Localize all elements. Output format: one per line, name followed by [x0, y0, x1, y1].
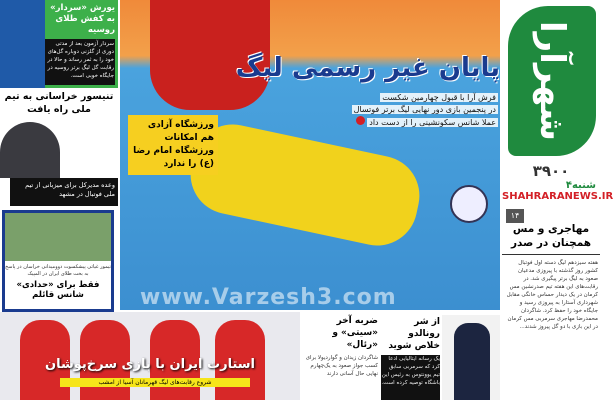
persepolis-sub: شروع رقابت‌های لیگ قهرمانان آسیا از امشب	[60, 378, 250, 387]
ronaldo-story[interactable]	[381, 316, 440, 400]
right-headline[interactable]: مهاجری و مس همچنان در صدر	[502, 222, 600, 255]
issue-number: ۳۹۰۰	[532, 162, 570, 180]
stadium-headline[interactable]: ورزشگاه آزادی هم امکانات ورزشگاه امام رضا (ع) را ندارد	[128, 115, 218, 175]
persepolis-headline[interactable]: استارت ایران با بازی سرخ‌پوشان	[44, 357, 255, 372]
city-real-story[interactable]	[300, 315, 378, 410]
edition-badge: ۱۴	[506, 209, 524, 223]
sub-line: فرش آرا با قبول چهارمین شکست	[382, 93, 496, 102]
story-body: یک رسانه ایتالیایی ادعا کرد که سرمربی سابق تیم یوونتوس به رئیس این باشگاه توصیه کرده است.	[381, 355, 440, 400]
website[interactable]: SHAHRARANEWS.IR	[502, 191, 613, 202]
main-subhead	[270, 92, 498, 129]
sub-line: در پنجمین بازی دور نهایی لیگ برتر فوتسال	[353, 105, 496, 114]
right-body: هفته سیزدهم لیگ دسته اول فوتبال کشور روز گذشته با پیروزی مدعیان صعود به لیگ برتر پیگیری شد. در رقابت‌های این هفته تیم صدرنشین مس کرمان در یک دیدار حساس خانگی مقابل شهرداری آستارا به پیروزی رسید و جایگاه خود را حفظ کرد. شاگردان محمدرضا مهاجری سرمربی مس کرمان در این بازی با دو گل پیروز شدند...	[506, 260, 598, 330]
page-badge-icon	[356, 116, 365, 125]
story-body: شاگردان زیدان و گواردیولا برای کسب جواز صعود به یک‌چهارم نهایی حال آسانی دارند	[305, 355, 378, 377]
masthead	[502, 0, 600, 160]
weekday: ۴شنبه	[565, 180, 596, 191]
player-photo	[0, 0, 45, 88]
story-caption: تیمور غیاثی پیشکسوت دوومیدانی خراسان در پاسخ به بخت طلای ایران در المپیک	[5, 264, 111, 277]
player-yellow	[183, 117, 427, 253]
coach-photo	[442, 315, 500, 400]
azmoun-story[interactable]	[0, 0, 118, 88]
stadium-caption: وعده مدیرکل برای میزبانی از تیم ملی فوتبال در مشهد	[10, 178, 118, 206]
watermark: www.Varzesh3.com	[140, 285, 397, 310]
story-headline: یورش «سردار» به کفش طلای روسیه	[50, 3, 115, 35]
right-column	[502, 160, 613, 400]
story-headline: فقط برای «حدادی» شانس قائلم	[16, 280, 100, 300]
story-headline: ضربه آخر «سیتی» و «رئال»	[332, 316, 378, 350]
story-headline: از شر رونالدو خلاص شوید	[388, 317, 440, 351]
main-headline[interactable]: پایان غیر رسمی لیگ	[235, 53, 500, 83]
logo: شهرآرا	[508, 6, 596, 156]
haddadi-story[interactable]	[2, 210, 114, 312]
official-photo	[0, 122, 60, 178]
veteran-photo	[5, 213, 111, 261]
tennis-headline[interactable]: تنیسور خراسانی به تیم ملی راه یافت	[4, 91, 114, 115]
story-body: سردار آزمون بعد از مدتی دوری از گلزنی دوباره گل‌های خود را به ثمر رساند و حالا در رقابت گل لیگ برتر روسیه در جایگاه خوبی است.	[45, 39, 115, 85]
sub-line: عملا شانس سکونشینی را از دست داد	[369, 118, 496, 127]
futsal-ball	[450, 185, 488, 223]
